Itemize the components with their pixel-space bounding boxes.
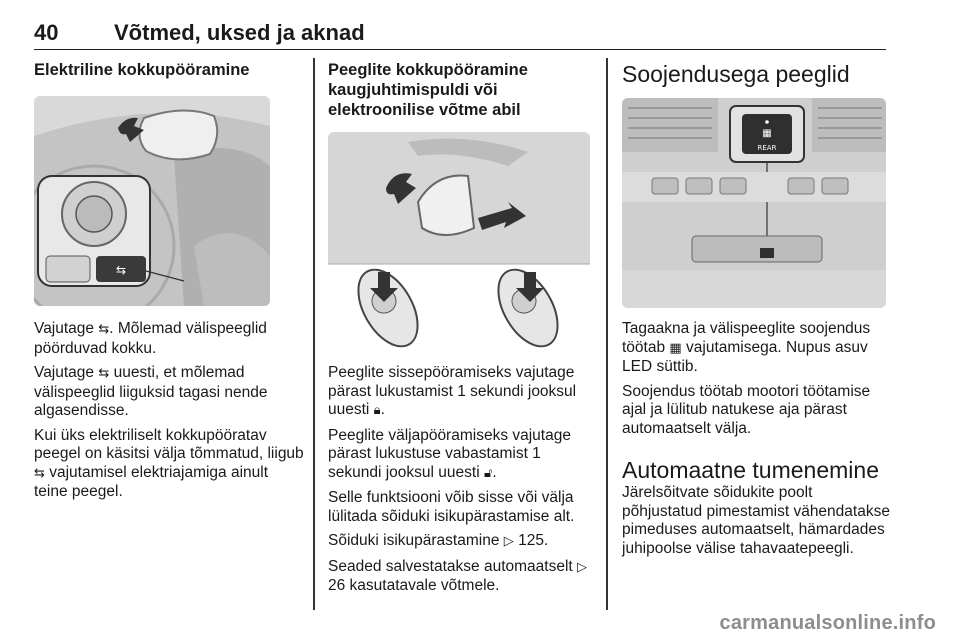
section-heading-auto-dimming: Automaatne tumenemine [622,457,879,483]
column-divider-1 [313,58,315,610]
section-heading-electric-folding: Elektriline kokkupööramine [34,61,250,79]
paragraph-fold-press: Vajutage ⇆. Mõlemad välispeeglid pöörduvad kokku. [34,320,267,357]
paragraph-personalisation-ref: Sõiduki isikupärastamine ▷ 125. [328,532,549,549]
paragraph-auto-dimming: Järelsõitvate sõidukite poolt põhjustatud pimestamist vähendatakse pimeduses automaatselt, hämardades juhipoolse välise tahavaatepeegli. [622,484,890,557]
rear-window-heating-icon: ▦ [669,340,682,356]
page-reference-arrow-icon: ▷ [577,559,588,575]
unlock-icon: 🔓︎ [483,465,493,481]
section-heading-heated-mirrors: Soojendusega peeglid [622,61,850,87]
lock-icon: 🔒︎ [373,403,381,418]
page-number: 40 [34,20,59,45]
paragraph-personalisation-toggle: Selle funktsiooni võib sisse või välja lülitada sõiduki isikupärastamise alt. [328,489,575,525]
paragraph-unfold-press: Vajutage ⇆ uuesti, et mõlemad välispeeglid liiguksid tagasi nende algasendisse. [34,364,268,419]
paragraph-heating-press: Tagaakna ja välispeeglite soojendus töötab ▦ vajutamisega. Nupus asuv LED süttib. [622,320,871,375]
column-remote-folding [328,60,596,602]
paragraph-manual-pulled: Kui üks elektriliselt kokkupööratav peegel on käsitsi välja tõmmatud, liigub ⇆ vajutamisel elektriajamiga ainult teine peegel. [34,426,304,500]
figure-mirror-switch [34,96,270,306]
column-electric-folding [34,60,304,508]
figure-remote-key [328,132,590,350]
paragraph-fold-out-remote: Peeglite väljapööramiseks vajutage pärast lukustuse vabastamist 1 sekundi jooksul uuesti 🔓︎. [328,426,571,481]
chapter-title: Võtmed, uksed ja aknad [114,20,365,45]
mirror-fold-icon: ⇆ [98,366,110,381]
section-heading-remote-folding: Peeglite kokkupööramine kaugjuhtimispuldi või elektroonilise võtme abil [328,61,528,119]
page-header [34,18,886,50]
watermark: carmanualsonline.info [719,612,936,634]
paragraph-key-memory: Seaded salvestatakse automaatselt ▷ 26 kasutatavale võtmele. [328,557,588,594]
figure-climate-panel [622,98,886,308]
mirror-fold-icon: ⇆ [34,465,45,481]
page-reference-arrow-icon: ▷ [503,534,514,549]
paragraph-fold-in-remote: Peeglite sissepööramiseks vajutage pärast lukustamist 1 sekundi jooksul uuesti 🔒︎. [328,364,577,418]
paragraph-heating-auto-off: Soojendus töötab mootori töötamise ajal ja lülitub natukese aja pärast automaatselt välja. [622,382,871,437]
svg-text:▦: ▦ [762,128,772,139]
svg-text:⇆: ⇆ [115,263,127,277]
column-divider-2 [606,58,608,610]
column-heated-mirrors [622,60,892,564]
mirror-fold-icon: ⇆ [98,322,110,337]
rear-button-label: REAR [757,144,777,152]
